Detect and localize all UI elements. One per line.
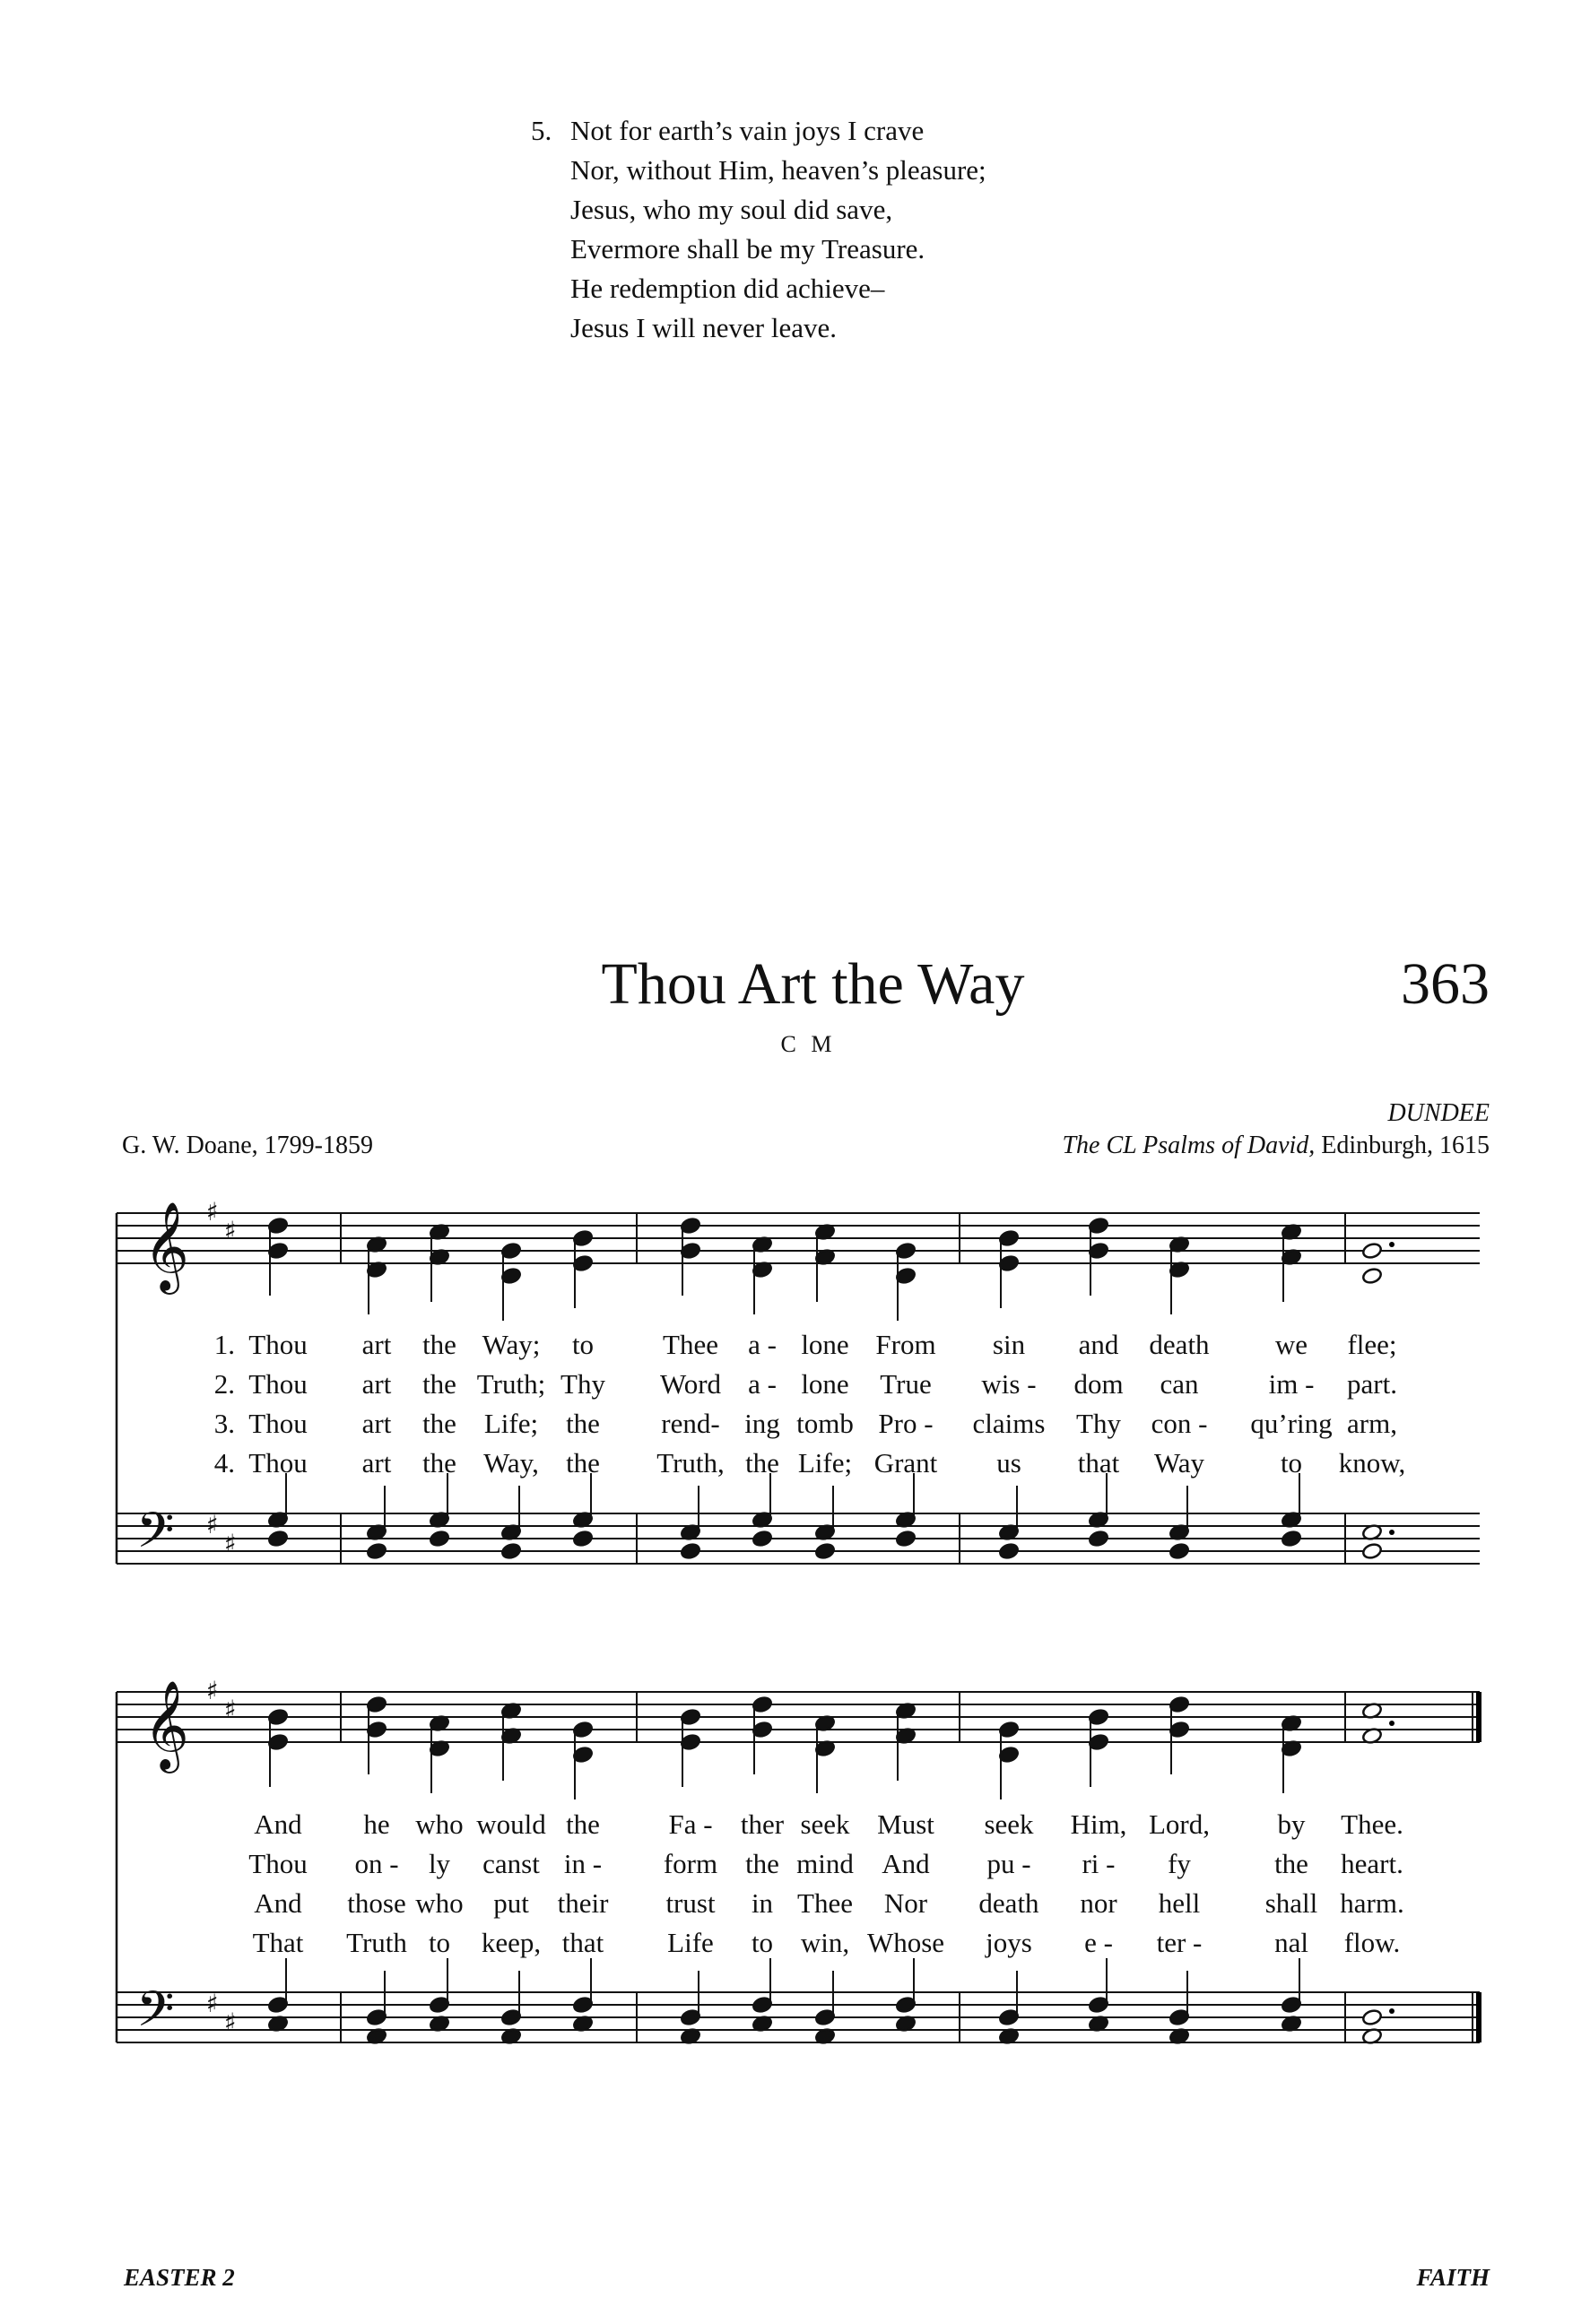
lyric-syllable: the [745,1848,779,1879]
lyric-syllable: Word [659,1368,722,1400]
lyric-syllable: know, [1338,1447,1406,1479]
sharp-sign: ♯ [224,1695,237,1724]
bass-note [572,1530,594,1548]
lyric-syllable: Pro - [878,1408,934,1439]
lyric-syllable: would [476,1808,546,1840]
bass-staff [117,1513,1480,1564]
source-place: Edinburgh, 1615 [1315,1132,1490,1159]
lyric-syllable: Thou [248,1408,308,1439]
lyric-syllable: harm. [1340,1887,1404,1919]
lyric-syllable: Grant [873,1447,938,1479]
lyric-syllable: Truth, [656,1447,725,1479]
lyric-syllable: in - [563,1848,603,1879]
bass-staff [117,1992,1480,2042]
lyric-syllable: the [566,1447,600,1479]
lyric-syllable: art [361,1368,392,1400]
bass-note [680,1542,701,1560]
lyric-syllable: who [415,1808,464,1840]
lyric-syllable: con - [1151,1408,1208,1439]
lyric-syllable: Nor [883,1887,928,1919]
lyric-syllable: to [1280,1447,1303,1479]
verse-line: Evermore shall be my Treasure. [570,233,925,264]
treble-note [1361,1242,1383,1260]
sharp-sign: ♯ [206,1989,219,2018]
lyric-syllable: Thou [248,1329,308,1360]
treble-staff [117,1692,1480,1742]
lyric-syllable: Him, [1070,1808,1127,1840]
lyric-syllable: to [428,1927,451,1958]
footer-season: EASTER 2 [124,2264,235,2291]
sharp-sign: ♯ [224,1216,237,1245]
bass-note [1361,1542,1383,1560]
lyric-syllable: And [882,1848,930,1879]
treble-clef: 𝄞 [143,1680,189,1770]
bass-note [267,1530,289,1548]
lyric-syllable: rend- [661,1408,720,1439]
lyric-syllable: the [422,1408,456,1439]
lyric-syllable: That [252,1927,304,1958]
lyric-syllable: art [361,1447,392,1479]
lyric-syllable: a - [748,1329,777,1360]
lyric-syllable: From [875,1329,936,1360]
lyric-syllable: ri - [1082,1848,1116,1879]
lyric-syllable: Thou [248,1368,308,1400]
lyric-syllable: e - [1084,1927,1113,1958]
text-author: G. W. Doane, 1799-1859 [122,1132,373,1159]
lyric-syllable: us [996,1447,1021,1479]
lyric-syllable: And [254,1808,302,1840]
lyric-syllable: the [422,1329,456,1360]
lyric-syllable: Must [877,1808,934,1840]
lyric-syllable: to [571,1329,595,1360]
bass-note [1281,1530,1302,1548]
lyric-syllable: death [978,1887,1039,1919]
lyric-syllable: keep, [481,1927,542,1958]
lyric-syllable: form [663,1848,718,1879]
dot [1389,1530,1395,1535]
lyric-syllable: by [1277,1808,1306,1840]
lyric-syllable: in [751,1887,774,1919]
treble-clef: 𝄞 [143,1201,189,1291]
sharp-sign: ♯ [206,1676,219,1705]
lyric-syllable: the [566,1408,600,1439]
system-2 [117,1676,1481,2050]
lyric-syllable: fy [1168,1848,1191,1879]
lyric-syllable: mind [796,1848,854,1879]
bass-note [1169,1542,1190,1560]
lyric-syllable: we [1274,1329,1308,1360]
lyric-syllable: heart. [1341,1848,1403,1879]
lyric-syllable: Life; [797,1447,853,1479]
lyric-syllable: Way [1153,1447,1205,1479]
lyric-syllable: to [751,1927,774,1958]
lyric-syllable: Thou [248,1447,308,1479]
lyric-syllable: joys [986,1927,1032,1958]
verse-number: 2. [213,1368,235,1400]
lyric-syllable: True [880,1368,932,1400]
lyric-syllable: the [745,1447,779,1479]
lyric-syllable: the [422,1368,456,1400]
verse-line: Jesus, who my soul did save, [570,194,893,225]
verse-line: Not for earth’s vain joys I crave [570,115,925,146]
treble-note [1361,1267,1383,1285]
bass-note [998,1542,1020,1560]
lyric-syllable: Whose [866,1927,945,1958]
verse-line: Nor, without Him, heaven’s pleasure; [570,154,986,186]
lyric-syllable: lone [801,1329,849,1360]
lyric-syllable: ter - [1156,1927,1203,1958]
verse-number: 3. [213,1408,235,1439]
lyric-syllable: seek [800,1808,850,1840]
dot [1389,1721,1395,1726]
lyric-syllable: a - [748,1368,777,1400]
hymn-number: 363 [1401,951,1490,1017]
sharp-sign: ♯ [224,2007,237,2037]
system-1 [117,1197,1480,1571]
sharp-sign: ♯ [206,1510,219,1539]
verse-line: Jesus I will never leave. [570,312,837,343]
lyric-syllable: hell [1158,1887,1201,1919]
lyric-syllable: flee; [1347,1329,1397,1360]
lyric-syllable: Truth; [476,1368,546,1400]
sharp-sign: ♯ [224,1529,237,1558]
lyric-syllable: ther [740,1808,785,1840]
bass-note [1088,1530,1109,1548]
bass-note [895,1530,917,1548]
tune-name: DUNDEE [1387,1099,1490,1127]
bass-note [814,1542,836,1560]
lyric-syllable: death [1149,1329,1210,1360]
lyric-syllable: that [1077,1447,1120,1479]
lyric-syllable: Thee. [1341,1808,1403,1840]
lyric-syllable: Fa - [668,1808,713,1840]
final-barline [1476,1692,1481,1742]
lyric-syllable: claims [972,1408,1046,1439]
bass-note [752,1530,773,1548]
lyric-syllable: the [566,1808,600,1840]
verse-number: 4. [213,1447,235,1479]
hymn-title: Thou Art the Way [601,951,1025,1017]
bass-note [429,1530,450,1548]
lyric-syllable: Life; [483,1408,539,1439]
verse-number: 5. [531,115,552,146]
lyric-syllable: Lord, [1148,1808,1211,1840]
lyric-syllable: Thou [248,1848,308,1879]
lyric-syllable: dom [1073,1368,1124,1400]
bass-note [366,1542,387,1560]
lyric-syllable: tomb [796,1408,854,1439]
source-title: The CL Psalms of David, [1062,1132,1316,1159]
lyric-syllable: Thee [797,1887,853,1919]
bass-note [500,1542,522,1560]
lyric-syllable: art [361,1329,392,1360]
lyric-syllable: arm, [1347,1408,1397,1439]
final-barline [1476,1992,1481,2042]
lyric-syllable: he [363,1808,390,1840]
lyric-syllable: art [361,1408,392,1439]
lyric-syllable: shall [1264,1887,1318,1919]
lyric-syllable: pu - [986,1848,1031,1879]
lyric-syllable: their [557,1887,609,1919]
bass-clef: 𝄢 [136,1502,175,1571]
lyric-syllable: seek [984,1808,1034,1840]
dot [1389,1242,1395,1247]
dot [1389,2008,1395,2014]
hymn-meter: C M [780,1031,837,1057]
lyric-syllable: im - [1268,1368,1315,1400]
lyric-syllable: the [422,1447,456,1479]
lyric-syllable: and [1078,1329,1119,1360]
lyric-syllable: flow. [1343,1927,1401,1958]
lyric-syllable: ly [428,1848,451,1879]
bass-note [1361,2008,1383,2026]
treble-staff [117,1213,1480,1263]
bass-clef: 𝄢 [136,1981,175,2050]
lyric-syllable: Way, [483,1447,539,1479]
lyric-syllable: Way; [482,1329,541,1360]
lyric-syllable: qu’ring [1250,1408,1333,1439]
lyric-syllable: nor [1080,1887,1117,1919]
lyric-syllable: ing [744,1408,780,1439]
lyric-syllable: And [254,1887,302,1919]
lyric-syllable: Life [667,1927,714,1958]
lyric-syllable: can [1160,1368,1199,1400]
lyric-syllable: part. [1347,1368,1397,1400]
lyric-syllable: put [493,1887,529,1919]
lyric-syllable: Truth [346,1927,407,1958]
lyric-syllable: canst [482,1848,540,1879]
verse-line: He redemption did achieve– [570,273,885,304]
lyric-syllable: trust [665,1887,716,1919]
lyric-syllable: Thy [1076,1408,1121,1439]
lyric-syllable: who [415,1887,464,1919]
verse-number: 1. [213,1329,235,1360]
lyric-syllable: that [561,1927,604,1958]
lyric-syllable: lone [801,1368,849,1400]
lyric-syllable: those [347,1887,406,1919]
lyric-syllable: on - [354,1848,399,1879]
lyric-syllable: Thee [663,1329,718,1360]
lyric-syllable: Thy [560,1368,605,1400]
lyric-syllable: wis - [981,1368,1037,1400]
sharp-sign: ♯ [206,1197,219,1227]
lyric-syllable: nal [1274,1927,1308,1958]
footer-category: FAITH [1416,2264,1490,2291]
lyric-syllable: sin [992,1329,1026,1360]
lyric-syllable: the [1274,1848,1308,1879]
lyric-syllable: win, [800,1927,850,1958]
